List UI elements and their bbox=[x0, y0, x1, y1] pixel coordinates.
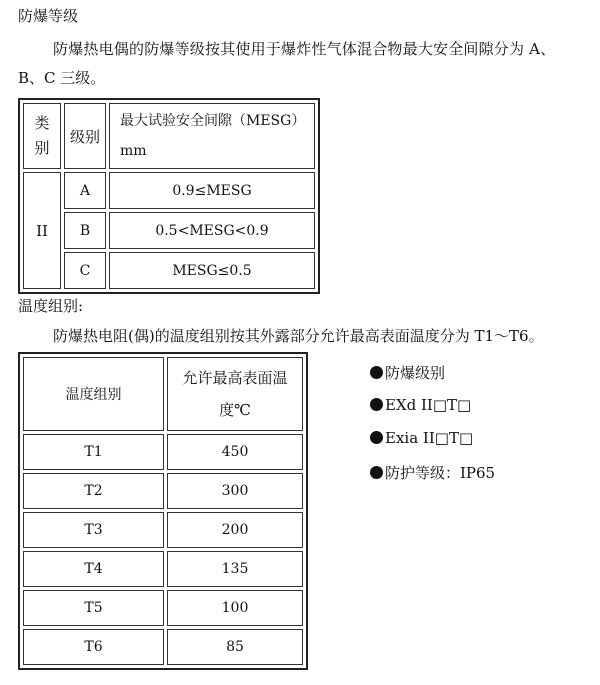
header-category: 类 别 bbox=[23, 103, 61, 169]
paragraph-temperature: 防爆热电阻(偶)的温度组别按其外露部分允许最高表面温度分为 T1～T6。 bbox=[53, 327, 544, 345]
table-header-row bbox=[23, 103, 315, 169]
temp-value-cell: 200 bbox=[167, 512, 303, 548]
mesg-cell: MESG≤0.5 bbox=[109, 252, 315, 289]
bullet-text: 防护等级：IP65 bbox=[385, 464, 496, 482]
table-row bbox=[23, 212, 315, 249]
table-row bbox=[23, 252, 315, 289]
table-row bbox=[23, 551, 303, 587]
mesg-cell: 0.5<MESG<0.9 bbox=[109, 212, 315, 249]
table-row bbox=[23, 629, 303, 665]
temp-value-cell: 450 bbox=[167, 434, 303, 470]
temp-value-cell: 300 bbox=[167, 473, 303, 509]
bullet-item bbox=[370, 462, 495, 483]
table-row bbox=[23, 473, 303, 509]
explosion-grade-table bbox=[18, 98, 320, 294]
temp-group-cell: T4 bbox=[23, 551, 164, 587]
bullet-dot-icon bbox=[370, 466, 383, 479]
temp-group-cell: T2 bbox=[23, 473, 164, 509]
table-header-row bbox=[23, 357, 303, 431]
table-row bbox=[23, 512, 303, 548]
temp-group-cell: T3 bbox=[23, 512, 164, 548]
table-row bbox=[23, 172, 315, 209]
mesg-cell: 0.9≤MESG bbox=[109, 172, 315, 209]
bullet-text: EXd II□T□ bbox=[385, 396, 472, 414]
header-max-temp: 允许最高表面温 度℃ bbox=[167, 357, 303, 431]
group-cell: II bbox=[23, 172, 61, 289]
temp-group-cell: T6 bbox=[23, 629, 164, 665]
temp-value-cell: 135 bbox=[167, 551, 303, 587]
bullet-text: Exia II□T□ bbox=[385, 429, 474, 447]
temp-group-cell: T1 bbox=[23, 434, 164, 470]
table-row bbox=[23, 590, 303, 626]
grade-cell: A bbox=[64, 172, 106, 209]
section-heading-explosion-proof-grade: 防爆等级 bbox=[18, 7, 79, 25]
bullet-item bbox=[370, 362, 445, 383]
bullet-text: 防爆级别 bbox=[385, 364, 446, 382]
header-temp-group: 温度组别 bbox=[23, 357, 164, 431]
paragraph-grade-line2: B、C 三级。 bbox=[18, 69, 106, 87]
header-grade: 级别 bbox=[64, 103, 106, 169]
grade-cell: B bbox=[64, 212, 106, 249]
temp-value-cell: 100 bbox=[167, 590, 303, 626]
temp-value-cell: 85 bbox=[167, 629, 303, 665]
temp-group-cell: T5 bbox=[23, 590, 164, 626]
bullet-dot-icon bbox=[370, 398, 383, 411]
temperature-heading: 温度组别: bbox=[18, 297, 84, 315]
grade-cell: C bbox=[64, 252, 106, 289]
bullet-item bbox=[370, 429, 473, 447]
temperature-group-table bbox=[18, 352, 308, 670]
paragraph-grade-line1: 防爆热电偶的防爆等级按其使用于爆炸性气体混合物最大安全间隙分为 A、 bbox=[53, 40, 556, 58]
bullet-item bbox=[370, 396, 471, 414]
header-mesg: 最大试验安全间隙（MESG） mm bbox=[109, 103, 315, 169]
bullet-dot-icon bbox=[370, 431, 383, 444]
bullet-dot-icon bbox=[370, 366, 383, 379]
table-row bbox=[23, 434, 303, 470]
